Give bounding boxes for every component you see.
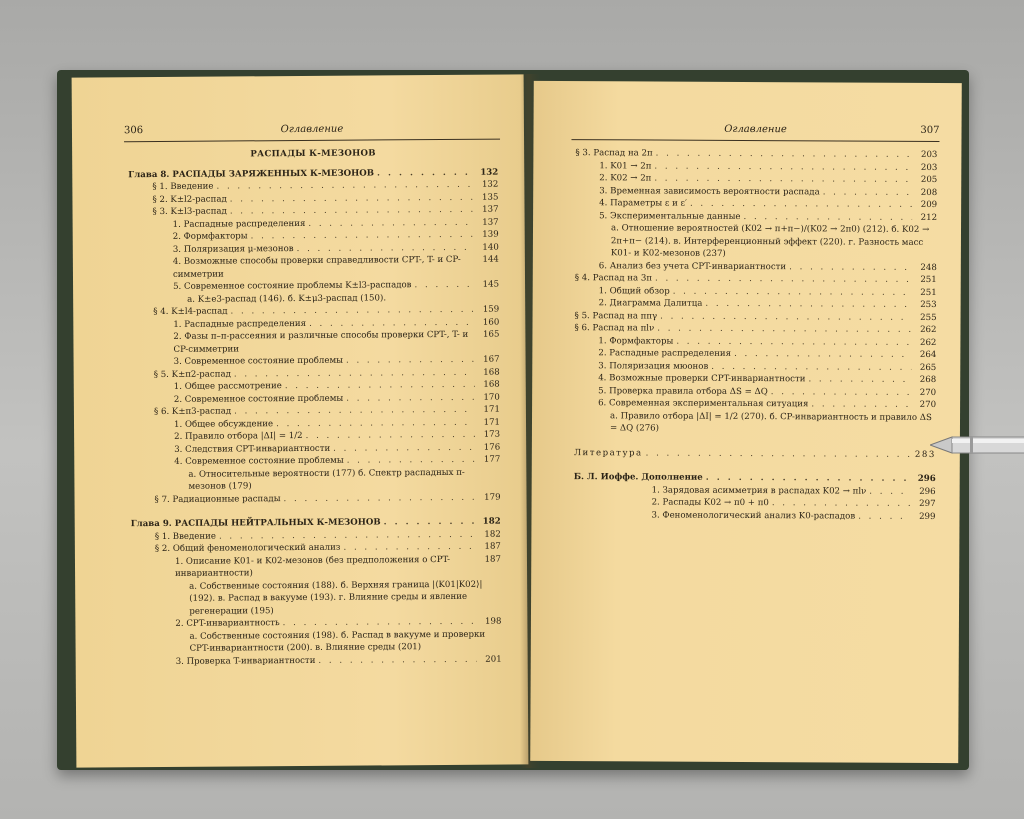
toc-entry: 3. Следствия CPT-инвариантности . . . 176 [130, 441, 500, 456]
toc-entry: Б. Л. Иоффе. Дополнение . . . 296 [574, 471, 936, 485]
toc-entry: § 6. K±π3-распад . . . 171 [130, 404, 500, 419]
toc-entry: § 1. Введение . . . 182 [131, 528, 501, 543]
toc-entry: 4. Современное состояние проблемы . . . 177 [130, 454, 500, 469]
toc-entry: 4. Параметры ε и ε′ . . . 209 [575, 197, 937, 211]
toc-note: а. Собственные состояния (188). б. Верхняя граница |⟨K01|K02⟩| (192). в. Распад в вакууме (193). г. Влияние среды и явление регенерации (195) [189, 579, 483, 617]
toc-note: а. Собственные состояния (198). б. Распад в вакууме и проверки CPT-инвариантности (200). в. Влияние среды (201) [189, 629, 486, 654]
toc-entry: 6. Современная экспериментальная ситуация . . . 270 [574, 397, 936, 411]
toc-entry: 2. Формфакторы . . . 139 [129, 229, 499, 244]
toc-entry: 1. Общий обзор . . . 251 [575, 285, 937, 299]
toc-entry: § 6. Распад на πlν . . . 262 [574, 322, 936, 336]
toc-entry: § 4. Распад на 3π . . . 251 [575, 272, 937, 286]
toc-entry: 1. Распадные распределения . . . 137 [129, 216, 499, 231]
toc-entry: 2. CPT-инвариантность . . . 198 [131, 616, 501, 631]
toc-entry: 1. Общее обсуждение . . . 171 [130, 416, 500, 431]
toc-entry: 2. Правило отбора |ΔI| = 1/2 . . . 173 [130, 429, 500, 444]
section-heading: РАСПАДЫ К-МЕЗОНОВ [250, 148, 376, 160]
left-page-number: 306 [123, 125, 144, 137]
left-page-header [124, 123, 500, 143]
toc-chapter: Глава 8. РАСПАДЫ ЗАРЯЖЕННЫХ К-МЕЗОНОВ . . . 132 [128, 166, 498, 181]
toc-entry: 2. Диаграмма Далитца . . . 253 [575, 297, 937, 311]
toc-note: а. Относительные вероятности (177) б. Спектр распадных π-мезонов (179) [188, 467, 465, 492]
toc-entry: 3. Проверка T-инвариантности . . . 201 [132, 653, 502, 668]
toc-entry: 1. Общее рассмотрение . . . 168 [130, 379, 500, 394]
pen-icon [930, 432, 1024, 458]
toc-entry: 2. Распадные распределения . . . 264 [574, 347, 936, 361]
right-page [530, 81, 962, 763]
right-page-header [571, 123, 939, 142]
right-page-number: 307 [920, 124, 940, 137]
toc-note: а. K±e3-распад (146). б. K±μ3-распад (150). [187, 292, 387, 305]
toc-entry: 1. Распадные распределения . . . 160 [129, 316, 499, 331]
toc-entry: 2. Современное состояние проблемы . . . 170 [130, 391, 500, 406]
toc-entry: 5. Экспериментальные данные . . . 212 [575, 210, 937, 224]
toc-entry: § 4. K±l4-распад . . . 159 [129, 304, 499, 319]
toc-chapter: Глава 9. РАСПАДЫ НЕЙТРАЛЬНЫХ К-МЕЗОНОВ . . . 182 [131, 516, 501, 531]
right-running-title: Оглавление [724, 123, 787, 136]
toc-entry: 3. Феноменологический анализ K0-распадов . . . 299 [573, 509, 935, 523]
toc-entry: 3. Поляризация μ-мезонов . . . 140 [129, 241, 499, 256]
toc-entry: § 5. K±π2-распад . . . 168 [130, 366, 500, 381]
toc-entry: 5. Проверка правила отбора ΔS = ΔQ . . . 270 [574, 385, 936, 399]
toc-entry: Литература . . . 283 [574, 447, 936, 461]
left-toc [128, 147, 502, 669]
toc-entry: 4. Возможные проверки CPT-инвариантности . . . 268 [574, 372, 936, 386]
toc-entry: 1. Зарядовая асимметрия в распадах K02 → πlν . . . 296 [574, 484, 936, 498]
right-toc [573, 147, 937, 523]
toc-entry: § 5. Распад на ππγ . . . 255 [575, 310, 937, 324]
toc-entry: 6. Анализ без учета CPT-инвариантности . . . 248 [575, 260, 937, 274]
toc-entry: 3. Современное состояние проблемы . . . 167 [130, 354, 500, 369]
left-running-title: Оглавление [280, 123, 344, 136]
toc-entry: § 2. Общий феноменологический анализ . . . 187 [131, 541, 501, 556]
toc-note: а. Правило отбора |ΔI| = 1/2 (270). б. CP-инвариантность и правило ΔS = ΔQ (276) [609, 410, 932, 434]
toc-entry: § 1. Введение . . . 132 [128, 179, 498, 194]
toc-entry: 1. Формфакторы . . . 262 [574, 335, 936, 349]
toc-entry: 2. Распады K02 → π0 + π0 . . . 297 [574, 496, 936, 510]
toc-entry: § 2. K±l2-распад . . . 135 [128, 191, 498, 206]
left-page [72, 74, 529, 767]
toc-entry: § 7. Радиационные распады . . . 179 [131, 491, 501, 506]
toc-entry: 1. Описание K01- и K02-мезонов (без предположения о CPT-инвариантности) 187 [174, 554, 502, 579]
toc-entry: 3. Поляризация мюонов . . . 265 [574, 360, 936, 374]
toc-entry: 5. Современное состояние проблемы K±l3-распадов . . . 145 [129, 279, 499, 294]
toc-entry: 2. Фазы π–π-рассеяния и различные способы проверки CPT-, T- и CP-симметрии 165 [173, 329, 500, 355]
toc-entry: 4. Возможные способы проверки справедливости CPT-, T- и CP-симметрии 144 [172, 254, 499, 280]
toc-entry: 2. K02 → 2π . . . 205 [575, 172, 937, 186]
toc-note: а. Отношение вероятностей (K02 → π+π−)/(K02 → 2π0) (212). б. K02 → 2π+π− (214). в. Интерференционный эффект (220). г. Разность масс K01- и K02-мезонов (237) [610, 223, 930, 259]
toc-entry: 3. Временная зависимость вероятности распада . . . 208 [575, 185, 937, 199]
toc-entry: 1. K01 → 2π . . . 203 [575, 160, 937, 174]
toc-entry: § 3. Распад на 2π . . . 203 [575, 147, 937, 161]
toc-entry: § 3. K±l3-распад . . . 137 [128, 204, 498, 219]
